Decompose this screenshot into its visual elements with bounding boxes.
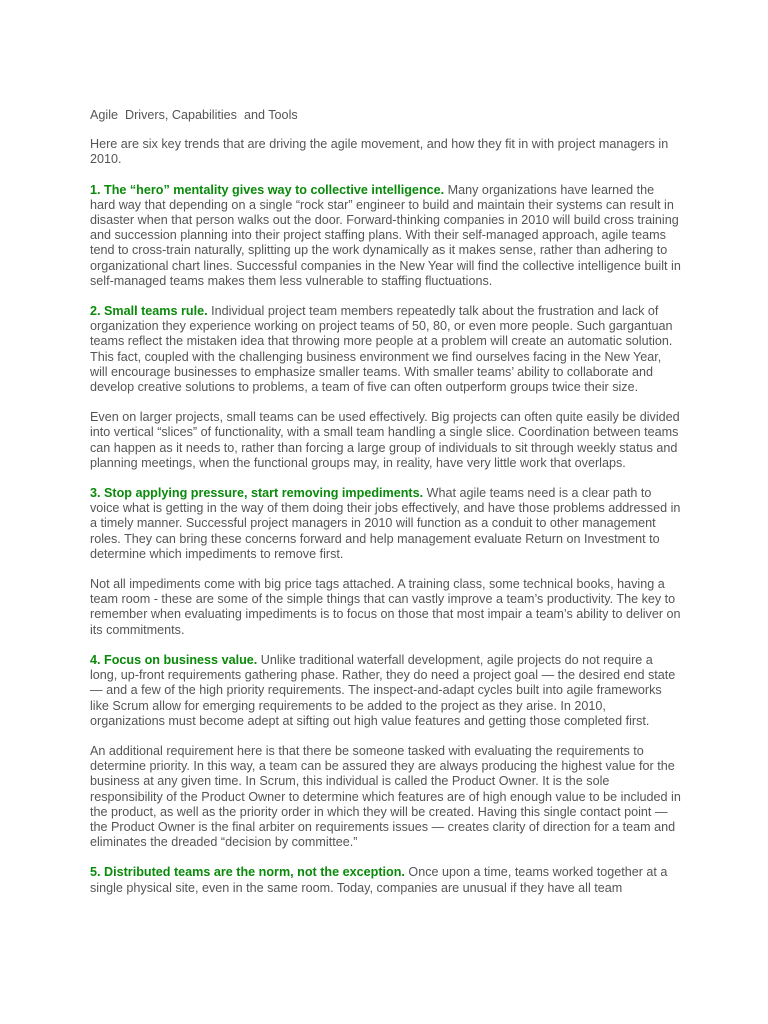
paragraph-8: [90, 865, 682, 895]
paragraph-7-text: An additional requirement here is that there be someone tasked with evaluating the requirements to determine priority. In this way, a team can be assured they are always producing the highest value for the business at any given time. In Scrum, this individual is called the Product Owner. It is the sole responsibility of the Product Owner to determine which features are of high enough value to be included in the product, as well as the priority order in which they will be created. Having this single contact point — the Product Owner is the final arbiter on requirements issues — creates clarity of direction for a team and eliminates the dreaded “decision by committee.”: [90, 743, 681, 850]
paragraph-2-heading: 2. Small teams rule.: [90, 304, 208, 319]
paragraph-4-text: What agile teams need is a clear path to voice what is getting in the way of them doing their jobs effectively, and have those problems addressed in a timely manner. Successful project managers in 2010 will function as a conduit to other management roles. They can bring these concerns forward and help management evaluate Return on Investment to determine which impediments to remove first.: [90, 486, 681, 561]
paragraph-7: [90, 744, 682, 850]
paragraph-3: [90, 410, 682, 471]
paragraph-5-text: Not all impediments come with big price tags attached. A training class, some technical books, having a team room - these are some of the simple things that can vastly improve a team’s productivity. The key to remember when evaluating impediments is to focus on those that most impair a team’s ability to deliver on its commitments.: [90, 577, 681, 637]
intro-paragraph: Here are six key trends that are driving the agile movement, and how they fit in with project managers in 2010.: [90, 137, 669, 167]
paragraph-3-text: Even on larger projects, small teams can be used effectively. Big projects can often quite easily be divided into vertical “slices” of functionality, with a small team handling a single slice. Coordination between teams can happen as it needs to, rather than forcing a large group of individuals to sit through weekly status and planning meetings, when the functional groups may, in reality, have very little work that overlaps.: [90, 410, 680, 470]
paragraph-6-text: Unlike traditional waterfall development, agile projects do not require a long, up-front requirements gathering phase. Rather, they do need a project goal — the desired end state — and a few of the high priority requirements. The inspect-and-adapt cycles built into agile frameworks like Scrum allow for emerging requirements to be added to the project as they arise. In 2010, organizations must become adept at sifting out high value features and getting those completed first.: [90, 652, 676, 728]
paragraph-4: [90, 486, 682, 562]
paragraph-8-text: Once upon a time, teams worked together at a single physical site, even in the same room. Today, companies are unusual if they have all team: [90, 865, 668, 895]
paragraph-6-heading: 4. Focus on business value.: [90, 652, 258, 667]
paragraph-5: [90, 577, 682, 638]
document-page: [90, 108, 682, 911]
paragraph-6: [90, 653, 682, 729]
paragraph-1-text: Many organizations have learned the hard way that depending on a single “rock star” engineer to build and maintain their systems can result in disaster when that person walks out the door. Forward-thinking companies in 2010 will build cross training and succession planning into their project staffing plans. With their self-managed approach, agile teams tend to cross-train naturally, splitting up the work dynamically as it makes sense, rather than adhering to organizational chart lines. Successful companies in the New Year will find the collective intelligence built in self-managed teams makes them less vulnerable to staffing fluctuations.: [90, 182, 681, 288]
document-title: Agile Drivers, Capabilities and Tools: [90, 108, 298, 122]
paragraph-2-text: Individual project team members repeatedly talk about the frustration and lack of organization they experience working on project teams of 50, 80, or even more people. Such gargantuan teams reflect the mistaken idea that throwing more people at a problem will create an automatic solution. This fact, coupled with the challenging business environment we find ourselves facing in the New Year, will encourage businesses to emphasize smaller teams. With smaller teams’ ability to collaborate and develop creative solutions to problems, a team of five can often outperform groups twice their size.: [90, 304, 673, 395]
paragraph-2: [90, 304, 682, 395]
paragraph-1: [90, 183, 682, 289]
paragraph-8-heading: 5. Distributed teams are the norm, not the exception.: [90, 865, 405, 880]
paragraph-1-heading: 1. The “hero” mentality gives way to collective intelligence.: [90, 182, 445, 197]
paragraph-4-heading: 3. Stop applying pressure, start removing impediments.: [90, 486, 424, 501]
